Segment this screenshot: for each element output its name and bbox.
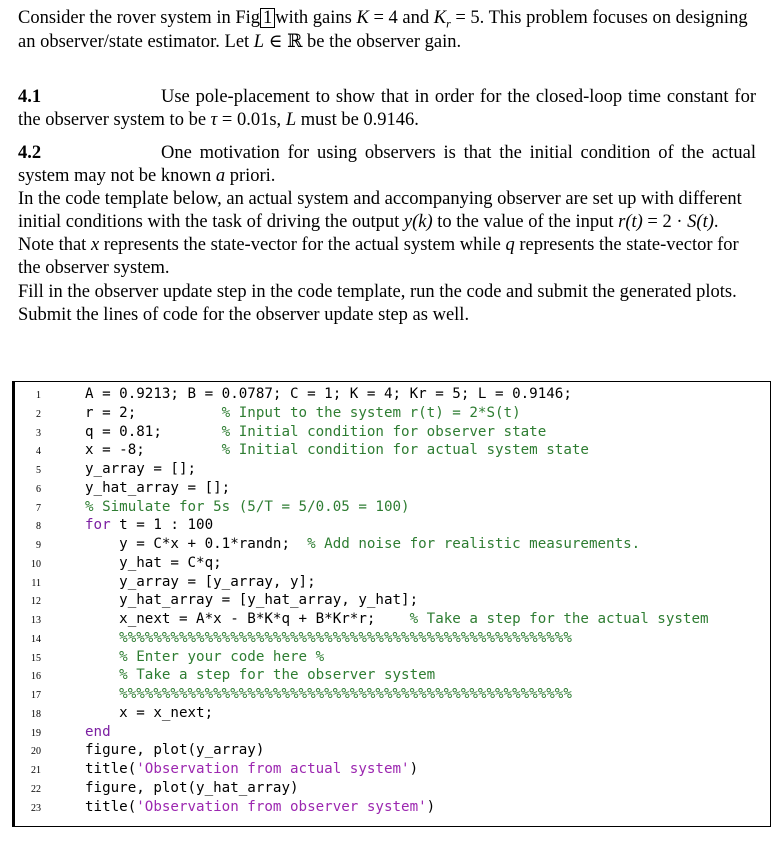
question-4-1-line-2 (18, 108, 756, 132)
math-symbol: x (90, 235, 100, 255)
code-token: figure, plot(y_array) (85, 742, 265, 759)
line-number: 2 (36, 408, 41, 420)
code-comment: % Enter your code here % (85, 648, 325, 665)
code-line (15, 611, 770, 630)
code-line (15, 480, 770, 499)
intro-text: = 5. This problem focuses on designing (450, 8, 748, 28)
line-number: 8 (36, 521, 41, 533)
question-number: 4.2 (18, 143, 42, 163)
code-line (15, 405, 770, 424)
code-line (15, 649, 770, 668)
code-token: x_next = A*x - B*K*q + B*Kr*r; (85, 611, 410, 627)
question-text: the observer system to be (18, 110, 211, 130)
line-number: 12 (31, 596, 41, 608)
line-number: 10 (31, 558, 41, 570)
code-text (85, 761, 418, 777)
code-text (85, 592, 418, 608)
code-line (15, 592, 770, 611)
paragraph-text: to the value of the input (432, 212, 619, 232)
code-text (85, 536, 640, 552)
question-4-1-row (18, 85, 756, 109)
code-comment: % Initial condition for observer state (221, 423, 547, 440)
code-token: y = C*x + 0.1*randn; (85, 536, 308, 552)
code-line (15, 555, 770, 574)
code-comment: % Simulate for 5s (5/T = 5/0.05 = 100) (85, 498, 410, 515)
code-text (85, 461, 196, 477)
line-number: 20 (31, 746, 41, 758)
paragraph-text: Note that (18, 235, 91, 255)
code-comment: % Add noise for realistic measurements. (307, 536, 641, 552)
code-line (15, 742, 770, 761)
paragraph-line: the observer system. (18, 258, 170, 278)
question-number: 4.1 (18, 87, 42, 107)
intro-text: an observer/state estimator. Let (18, 32, 254, 52)
code-token: r = 2; (85, 404, 222, 421)
code-text (85, 386, 572, 402)
paragraph-text: = 2 · (642, 212, 688, 232)
line-number: 5 (36, 465, 41, 476)
question-text: One motivation for using observers is that the initial condition of the actual (161, 143, 756, 163)
code-comment: %%%%%%%%%%%%%%%%%%%%%%%%%%%%%%%%%%%%%%%%%%%%%%%%%%%%% (85, 629, 572, 646)
intro-text: ∈ ℝ be the observer gain. (264, 32, 462, 52)
line-number: 14 (31, 633, 41, 645)
code-text (85, 405, 521, 421)
line-number: 1 (36, 390, 41, 401)
intro-text: with gains (275, 8, 357, 28)
code-text (85, 742, 264, 758)
question-4-2-line-2 (18, 164, 756, 188)
code-text (85, 780, 299, 796)
code-listing (12, 381, 771, 827)
line-number: 21 (31, 765, 41, 776)
intro-text: Consider the rover system in Fig (18, 8, 261, 28)
code-line (15, 761, 770, 780)
figure-reference-link[interactable]: 1 (260, 8, 275, 28)
code-text (85, 517, 213, 533)
code-string: 'Observation from actual system' (136, 761, 410, 777)
code-token: x = -8; (85, 442, 222, 459)
code-token: title( (85, 761, 137, 777)
code-token: A = 0.9213; B = 0.0787; C = 1; K = 4; Kr = 5; L = 0.9146; (85, 386, 572, 402)
line-number: 19 (31, 727, 41, 739)
code-token: t = 1 : 100 (110, 517, 214, 534)
question-text: must be 0.9146. (296, 110, 419, 130)
code-text (85, 611, 709, 627)
code-text (85, 555, 222, 571)
code-comment: %%%%%%%%%%%%%%%%%%%%%%%%%%%%%%%%%%%%%%%%%%%%%%%%%%%%% (85, 686, 572, 702)
code-text (85, 574, 316, 590)
code-line (15, 799, 770, 818)
math-symbol: L (285, 110, 297, 130)
code-token: figure, plot(y_hat_array) (85, 779, 299, 796)
math-symbol: y(k) (403, 212, 433, 232)
code-token: q = 0.81; (85, 423, 222, 440)
math-symbol: r(t) (618, 212, 643, 232)
italic-text: a (215, 166, 226, 186)
paragraph-text: represents the state-vector for (514, 235, 739, 255)
question-text: = 0.01s, (217, 110, 286, 130)
code-line (15, 705, 770, 724)
code-line (15, 536, 770, 555)
intro-line-2 (18, 30, 756, 54)
code-string: 'Observation from observer system' (136, 798, 427, 815)
code-text (85, 424, 546, 440)
paragraph-text: represents the state-vector for the actual system while (99, 235, 506, 255)
code-line (15, 780, 770, 799)
code-text (85, 442, 589, 458)
math-symbol: τ (210, 110, 218, 130)
line-number: 13 (31, 615, 41, 626)
code-text (85, 499, 410, 515)
code-token: ) (426, 798, 436, 815)
line-number: 23 (31, 802, 41, 814)
line-number: 3 (36, 427, 41, 439)
code-text (85, 724, 111, 740)
code-line (15, 667, 770, 686)
code-text (85, 686, 572, 702)
code-line (15, 461, 770, 480)
line-number: 22 (31, 783, 41, 795)
code-line (15, 574, 770, 593)
paragraph-line (18, 233, 756, 257)
code-token: x = x_next; (85, 704, 214, 721)
code-line (15, 386, 770, 405)
line-number: 9 (36, 540, 41, 551)
paragraph-line (18, 210, 756, 234)
code-token: y_hat_array = []; (85, 479, 231, 496)
math-symbol: q (505, 235, 515, 255)
line-number: 15 (31, 652, 41, 664)
code-line (15, 424, 770, 443)
question-text: system may not be known (18, 166, 216, 186)
paragraph-line: Submit the lines of code for the observer update step as well. (18, 305, 470, 325)
code-text (85, 649, 324, 665)
line-number: 11 (31, 577, 41, 589)
line-number: 4 (36, 446, 41, 458)
math-symbol: S(t) (687, 212, 714, 232)
code-comment: % Input to the system r(t) = 2*S(t) (221, 404, 521, 421)
code-token: y_hat = C*q; (85, 554, 222, 571)
code-line (15, 499, 770, 518)
line-number: 17 (31, 690, 41, 701)
question-text: Use pole-placement to show that in order for the closed-loop time constant for (161, 87, 756, 107)
paragraph-text: initial conditions with the task of driving the output (18, 212, 404, 232)
question-text: priori. (225, 166, 276, 186)
math-symbol: L (253, 32, 265, 52)
code-line (15, 686, 770, 705)
paragraph-line: Fill in the observer update step in the code template, run the code and submit the generated plots. (18, 282, 737, 302)
code-line (15, 630, 770, 649)
paragraph-line: In the code template below, an actual system and accompanying observer are set up with different (18, 189, 742, 209)
math-symbol: K (356, 8, 369, 28)
code-token: y_array = [y_array, y]; (85, 573, 316, 590)
question-4-2-row (18, 141, 756, 165)
code-line (15, 724, 770, 743)
line-number: 6 (36, 483, 41, 495)
math-subscript: r (446, 16, 451, 31)
line-number: 18 (31, 708, 41, 720)
code-keyword: for (85, 517, 111, 534)
code-text (85, 799, 435, 815)
code-text (85, 667, 435, 683)
code-comment: % Take a step for the observer system (85, 667, 436, 684)
paragraph-text: . (713, 212, 719, 232)
math-symbol: K (433, 8, 447, 28)
code-text (85, 630, 572, 646)
code-text (85, 480, 230, 496)
code-keyword: end (85, 723, 111, 740)
code-token: y_hat_array = [y_hat_array, y_hat]; (85, 592, 419, 609)
code-token: ) (409, 761, 419, 777)
line-number: 16 (31, 671, 41, 683)
code-token: title( (85, 798, 137, 815)
line-number: 7 (36, 502, 41, 514)
code-comment: % Initial condition for actual system state (221, 442, 589, 459)
code-token: y_array = []; (85, 461, 197, 477)
code-comment: % Take a step for the actual system (409, 611, 709, 627)
code-text (85, 705, 213, 721)
code-line (15, 442, 770, 461)
code-line (15, 517, 770, 536)
intro-text: = 4 and (368, 8, 434, 28)
